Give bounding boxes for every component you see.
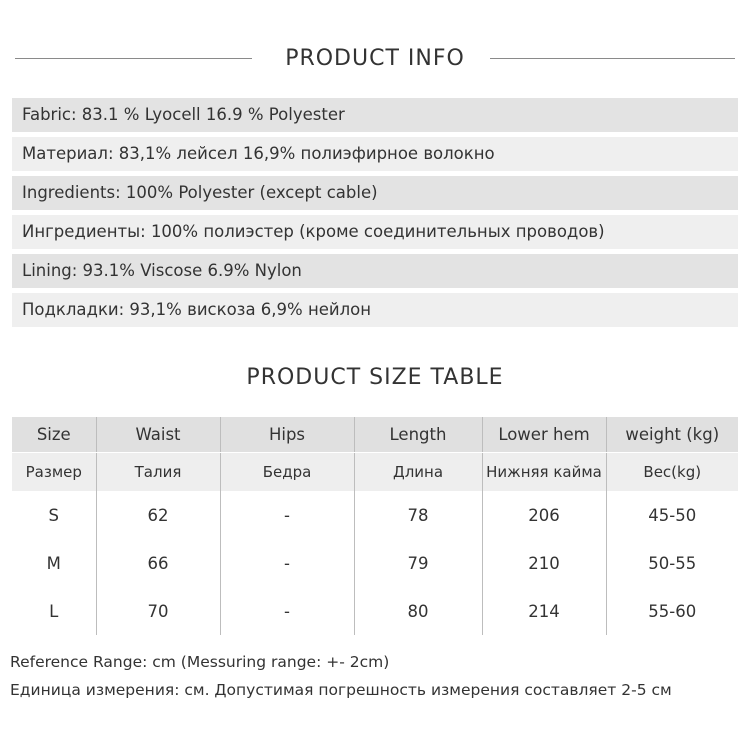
header-divider-right: [490, 58, 735, 59]
cell-size: M: [12, 539, 96, 587]
header-weight: weight (kg): [606, 417, 738, 453]
cell-length: 78: [354, 491, 482, 539]
cell-length: 79: [354, 539, 482, 587]
cell-waist: 62: [96, 491, 220, 539]
table-row: [12, 491, 738, 539]
product-info-list: [12, 98, 738, 332]
info-row-fabric: Fabric: 83.1 % Lyocell 16.9 % Polyester: [12, 98, 738, 132]
header-waist: Waist: [96, 417, 220, 453]
cell-waist: 66: [96, 539, 220, 587]
info-row-ingredients-ru: Ингредиенты: 100% полиэстер (кроме соединительных проводов): [12, 215, 738, 249]
cell-lower-hem: 210: [482, 539, 606, 587]
header-lower-hem-ru: Нижняя кайма: [482, 453, 606, 492]
cell-weight: 45-50: [606, 491, 738, 539]
cell-lower-hem: 206: [482, 491, 606, 539]
info-row-ingredients: Ingredients: 100% Polyester (except cable): [12, 176, 738, 210]
size-table-title: PRODUCT SIZE TABLE: [246, 365, 504, 390]
header-weight-ru: Вес(kg): [606, 453, 738, 492]
cell-lower-hem: 214: [482, 587, 606, 635]
table-header-row-ru: [12, 453, 738, 492]
header-length-ru: Длина: [354, 453, 482, 492]
size-table: [12, 417, 738, 635]
cell-size: S: [12, 491, 96, 539]
table-header-row-en: [12, 417, 738, 453]
cell-hips: -: [220, 539, 354, 587]
header-hips-ru: Бедра: [220, 453, 354, 492]
cell-hips: -: [220, 491, 354, 539]
table-row: [12, 587, 738, 635]
header-size-ru: Размер: [12, 453, 96, 492]
info-row-lining: Lining: 93.1% Viscose 6.9% Nylon: [12, 254, 738, 288]
cell-waist: 70: [96, 587, 220, 635]
header-waist-ru: Талия: [96, 453, 220, 492]
info-row-material: Материал: 83,1% лейсел 16,9% полиэфирное волокно: [12, 137, 738, 171]
cell-weight: 55-60: [606, 587, 738, 635]
info-row-lining-ru: Подкладки: 93,1% вискоза 6,9% нейлон: [12, 293, 738, 327]
cell-hips: -: [220, 587, 354, 635]
header-size: Size: [12, 417, 96, 453]
table-row: [12, 539, 738, 587]
product-info-title: PRODUCT INFO: [285, 46, 465, 71]
cell-weight: 50-55: [606, 539, 738, 587]
header-hips: Hips: [220, 417, 354, 453]
reference-range-note-ru: Единица измерения: см. Допустимая погрешность измерения составляет 2-5 см: [10, 681, 672, 699]
cell-length: 80: [354, 587, 482, 635]
header-lower-hem: Lower hem: [482, 417, 606, 453]
header-length: Length: [354, 417, 482, 453]
reference-range-note: Reference Range: cm (Messuring range: +- 2cm): [10, 653, 390, 671]
cell-size: L: [12, 587, 96, 635]
